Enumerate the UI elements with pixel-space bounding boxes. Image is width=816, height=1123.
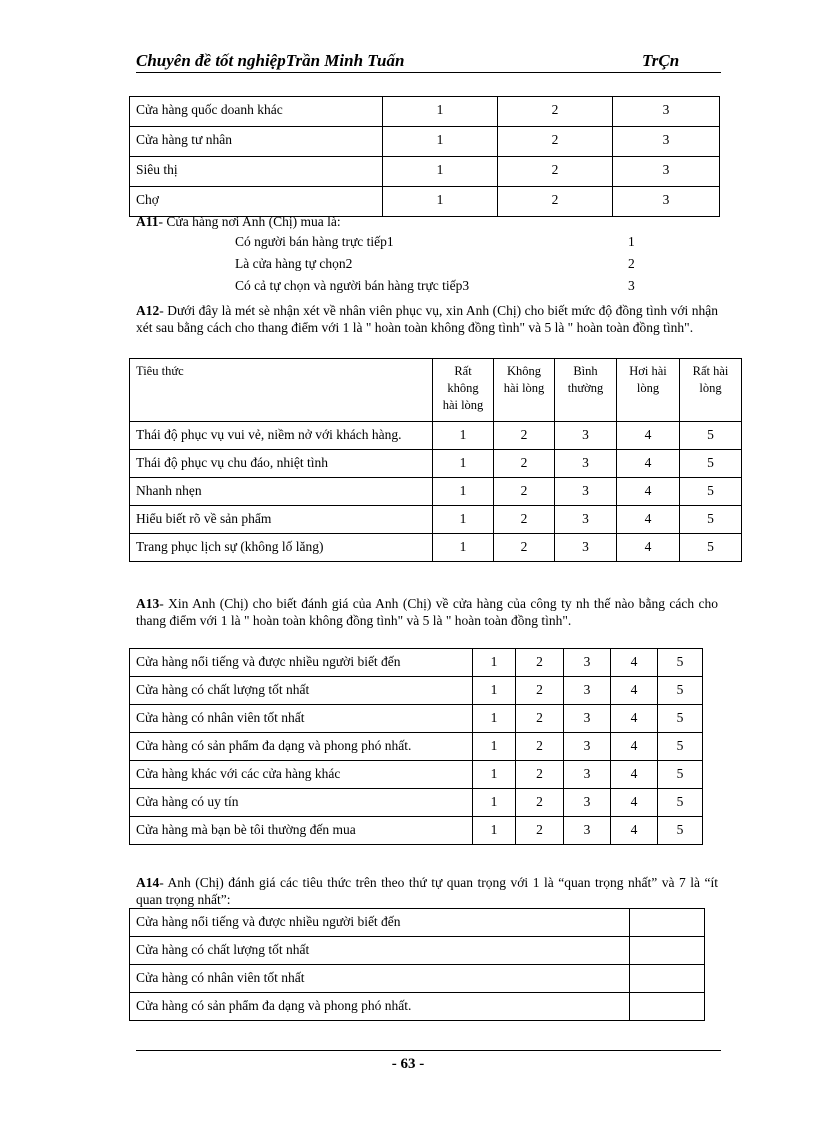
table-row	[130, 422, 742, 450]
footer-divider	[136, 1050, 721, 1051]
option-code: 3	[628, 278, 635, 293]
staff-rating-table	[129, 358, 742, 562]
scale-cell: 3	[564, 705, 611, 733]
row-label: Cửa hàng có sản phẩm đa dạng và phong phó nhất.	[130, 733, 473, 761]
question-number: A12	[136, 303, 160, 318]
scale-cell: 2	[494, 478, 555, 506]
table-row	[130, 649, 703, 677]
scale-cell: 2	[516, 705, 564, 733]
scale-cell: 1	[383, 157, 498, 187]
scale-cell: 5	[658, 733, 703, 761]
row-label: Hiểu biết rõ về sản phẩm	[130, 506, 433, 534]
scale-cell: 2	[498, 157, 613, 187]
question-number: A11	[136, 214, 159, 229]
scale-cell: 4	[611, 733, 658, 761]
scale-cell: 4	[611, 761, 658, 789]
question-a14	[136, 874, 718, 908]
scale-cell: 1	[433, 534, 494, 562]
scale-cell: 1	[383, 97, 498, 127]
scale-cell: 1	[473, 789, 516, 817]
row-label: Trang phục lịch sự (không lố lăng)	[130, 534, 433, 562]
scale-cell: 2	[516, 677, 564, 705]
option-code: 1	[628, 234, 635, 249]
table-row	[130, 677, 703, 705]
scale-cell: 4	[617, 478, 680, 506]
scale-cell: 3	[613, 187, 720, 217]
scale-cell: 2	[516, 789, 564, 817]
scale-cell: 4	[617, 534, 680, 562]
scale-cell: 4	[611, 705, 658, 733]
row-label: Cửa hàng khác với các cửa hàng khác	[130, 761, 473, 789]
table-row	[130, 450, 742, 478]
table-row	[130, 965, 705, 993]
column-header: Rất không hài lòng	[433, 359, 494, 422]
column-header: Không hài lòng	[494, 359, 555, 422]
scale-cell: 3	[555, 506, 617, 534]
scale-cell: 5	[658, 705, 703, 733]
scale-cell: 4	[611, 817, 658, 845]
scale-cell: 5	[658, 761, 703, 789]
table-row	[130, 789, 703, 817]
row-label: Cửa hàng tư nhân	[130, 127, 383, 157]
table-row	[130, 478, 742, 506]
scale-cell: 2	[494, 450, 555, 478]
scale-cell: 5	[680, 450, 742, 478]
scale-cell: 5	[680, 506, 742, 534]
scale-cell: 5	[658, 677, 703, 705]
table-row	[130, 127, 720, 157]
table-row	[130, 733, 703, 761]
row-label: Cửa hàng có uy tín	[130, 789, 473, 817]
header-title: Chuyên đề tốt nghiệpTrần Minh Tuấn	[136, 51, 405, 70]
scale-cell: 2	[498, 187, 613, 217]
column-header: Bình thường	[555, 359, 617, 422]
scale-cell: 4	[617, 450, 680, 478]
question-text: - Cửa hàng nơi Anh (Chị) mua là:	[158, 214, 341, 229]
scale-cell: 1	[473, 677, 516, 705]
table-row	[130, 534, 742, 562]
table-row	[130, 705, 703, 733]
option-label: Có người bán hàng trực tiếp1	[235, 234, 394, 249]
scale-cell: 2	[498, 97, 613, 127]
scale-cell: 5	[680, 478, 742, 506]
row-label: Cửa hàng nổi tiếng và được nhiều người biết đến	[130, 909, 630, 937]
row-label: Cửa hàng có chất lượng tốt nhất	[130, 677, 473, 705]
row-label: Chợ	[130, 187, 383, 217]
scale-cell: 1	[473, 649, 516, 677]
table-row	[130, 761, 703, 789]
scale-cell: 4	[611, 677, 658, 705]
scale-cell: 5	[658, 817, 703, 845]
scale-cell: 1	[383, 187, 498, 217]
scale-cell: 3	[564, 677, 611, 705]
scale-cell: 2	[498, 127, 613, 157]
question-a12	[136, 302, 718, 336]
row-label: Nhanh nhẹn	[130, 478, 433, 506]
scale-cell: 3	[613, 127, 720, 157]
rank-cell[interactable]	[630, 909, 705, 937]
row-label: Cửa hàng có nhân viên tốt nhất	[130, 705, 473, 733]
table-row	[130, 937, 705, 965]
row-label: Cửa hàng mà bạn bè tôi thường đến mua	[130, 817, 473, 845]
scale-cell: 5	[658, 789, 703, 817]
table-row	[130, 817, 703, 845]
question-text: - Anh (Chị) đánh giá các tiêu thức trên theo thứ tự quan trọng với 1 là “quan trọng nhất” và 7 là “ít quan trọng nhất”:	[136, 875, 718, 907]
option-code: 2	[628, 256, 635, 271]
table-row	[130, 97, 720, 127]
question-a11	[136, 213, 718, 230]
store-rating-table	[129, 648, 703, 845]
scale-cell: 2	[516, 733, 564, 761]
question-number: A14	[136, 875, 160, 890]
scale-cell: 1	[473, 817, 516, 845]
scale-cell: 3	[555, 534, 617, 562]
row-label: Thái độ phục vụ chu đáo, nhiệt tình	[130, 450, 433, 478]
scale-cell: 1	[473, 705, 516, 733]
table-row	[130, 187, 720, 217]
scale-cell: 2	[516, 761, 564, 789]
rank-cell[interactable]	[630, 965, 705, 993]
row-label: Cửa hàng nổi tiếng và được nhiều người biết đến	[130, 649, 473, 677]
row-label: Thái độ phục vụ vui vẻ, niềm nở với khách hàng.	[130, 422, 433, 450]
row-label: Cửa hàng có chất lượng tốt nhất	[130, 937, 630, 965]
column-header: Tiêu thức	[130, 359, 433, 422]
scale-cell: 3	[555, 422, 617, 450]
scale-cell: 1	[433, 450, 494, 478]
question-text: - Xin Anh (Chị) cho biết đánh giá của Anh (Chị) về cửa hàng của công ty nh thế nào bằng cách cho thang điểm với 1 là " hoàn toàn không đồng tình" và 5 là " hoàn toàn đồng tình".	[136, 596, 718, 628]
option-label: Có cả tự chọn và người bán hàng trực tiếp3	[235, 278, 470, 293]
scale-cell: 2	[494, 422, 555, 450]
page-header	[136, 50, 721, 73]
rank-cell[interactable]	[630, 937, 705, 965]
scale-cell: 1	[473, 761, 516, 789]
scale-cell: 4	[617, 422, 680, 450]
question-a13	[136, 595, 718, 629]
scale-cell: 2	[494, 506, 555, 534]
page-number: - 63 -	[391, 1056, 425, 1072]
table-header-row	[130, 359, 742, 422]
scale-cell: 1	[383, 127, 498, 157]
scale-cell: 1	[433, 422, 494, 450]
scale-cell: 4	[611, 789, 658, 817]
table-row	[130, 909, 705, 937]
scale-cell: 3	[555, 450, 617, 478]
scale-cell: 3	[613, 157, 720, 187]
scale-cell: 1	[473, 733, 516, 761]
row-label: Cửa hàng quốc doanh khác	[130, 97, 383, 127]
store-type-table	[129, 96, 720, 217]
scale-cell: 3	[564, 789, 611, 817]
row-label: Siêu thị	[130, 157, 383, 187]
table-row	[130, 506, 742, 534]
scale-cell: 4	[611, 649, 658, 677]
question-text: - Dưới đây là mét sè nhận xét về nhân viên phục vụ, xin Anh (Chị) cho biết mức độ đồng tình với nhận xét sau bằng cách cho thang điểm với 1 là " hoàn toàn không đồng tình" và 5 là " hoàn toàn đồng tình".	[136, 303, 718, 335]
row-label: Cửa hàng có sản phẩm đa dạng và phong phó nhất.	[130, 993, 630, 1021]
scale-cell: 5	[658, 649, 703, 677]
scale-cell: 5	[680, 534, 742, 562]
scale-cell: 3	[613, 97, 720, 127]
question-number: A13	[136, 596, 160, 611]
header-author-truncated: TrÇn	[642, 51, 680, 70]
column-header: Rất hài lòng	[680, 359, 742, 422]
ranking-table	[129, 908, 705, 1021]
table-row	[130, 157, 720, 187]
scale-cell: 3	[564, 817, 611, 845]
scale-cell: 3	[564, 733, 611, 761]
scale-cell: 1	[433, 506, 494, 534]
table-row	[130, 993, 705, 1021]
scale-cell: 2	[494, 534, 555, 562]
column-header: Hơi hài lòng	[617, 359, 680, 422]
scale-cell: 3	[564, 761, 611, 789]
scale-cell: 3	[564, 649, 611, 677]
option-label: Là cửa hàng tự chọn2	[235, 256, 353, 271]
scale-cell: 4	[617, 506, 680, 534]
row-label: Cửa hàng có nhân viên tốt nhất	[130, 965, 630, 993]
scale-cell: 5	[680, 422, 742, 450]
scale-cell: 3	[555, 478, 617, 506]
scale-cell: 2	[516, 649, 564, 677]
rank-cell[interactable]	[630, 993, 705, 1021]
scale-cell: 2	[516, 817, 564, 845]
scale-cell: 1	[433, 478, 494, 506]
